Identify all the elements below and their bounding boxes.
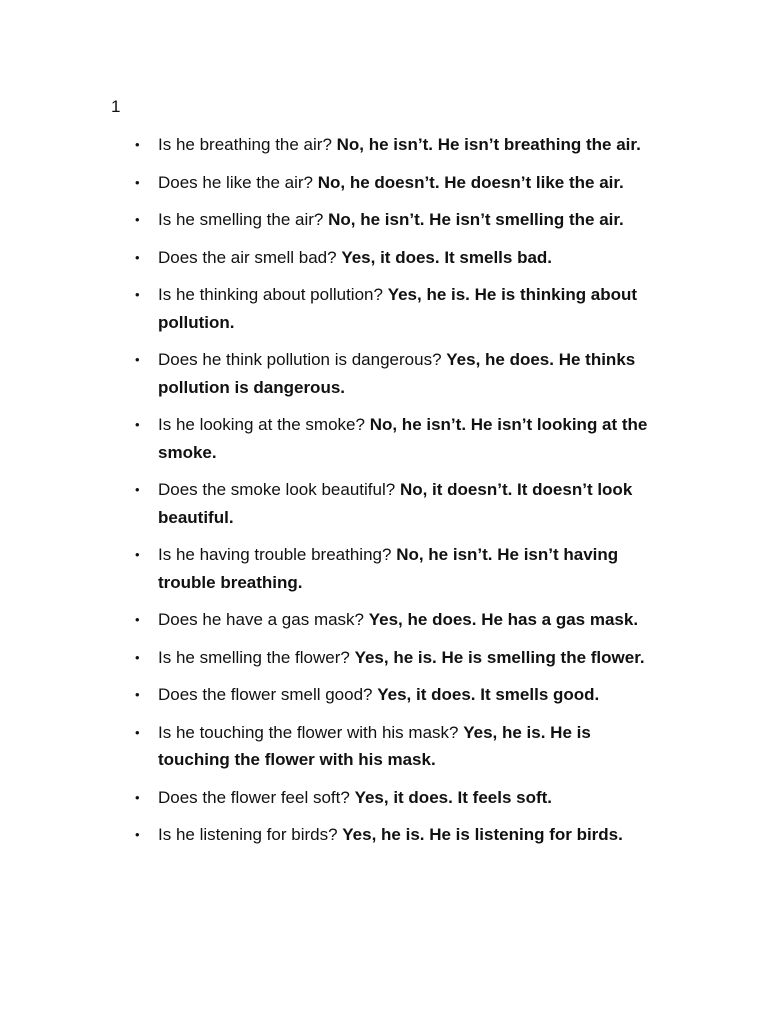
answer-text: No, he isn’t. He isn’t smelling the air. (328, 210, 624, 229)
question-text: Is he smelling the flower? (158, 647, 350, 667)
answer-text: Yes, he is. He is thinking about pollution. (158, 285, 638, 332)
answer-text: Yes, it does. It smells bad. (341, 247, 553, 267)
question-text: Does he have a gas mask? (158, 610, 365, 629)
list-item (133, 244, 653, 272)
bullet-icon: • (135, 827, 140, 842)
bullet-icon: • (135, 417, 140, 432)
answer-text: No, he doesn’t. He doesn’t like the air. (317, 172, 624, 192)
bullet-icon: • (135, 687, 140, 702)
answer-text: No, he isn’t. He isn’t having trouble breathing. (158, 545, 619, 592)
question-text: Does the smoke look beautiful? (158, 480, 396, 499)
question-text: Is he smelling the air? (158, 210, 324, 229)
list-item (133, 821, 653, 849)
answer-text: Yes, he is. He is smelling the flower. (354, 647, 645, 667)
bullet-icon: • (135, 612, 140, 627)
list-item (133, 169, 653, 197)
answer-text: No, it doesn’t. It doesn’t look beautiful. (158, 480, 633, 527)
bullet-icon: • (135, 212, 140, 227)
bullet-icon: • (135, 137, 140, 152)
page-number: 1 (111, 97, 121, 116)
list-item (133, 346, 653, 401)
list-item (133, 606, 653, 634)
question-answer-list (133, 131, 653, 859)
question-text: Does the flower feel soft? (158, 787, 350, 807)
answer-text: Yes, he does. He thinks pollution is dangerous. (158, 350, 636, 397)
answer-text: Yes, it does. It smells good. (377, 685, 600, 704)
bullet-icon: • (135, 174, 140, 190)
question-text: Is he thinking about pollution? (158, 285, 383, 304)
question-text: Is he having trouble breathing? (158, 545, 392, 564)
answer-text: No, he isn’t. He isn’t breathing the air. (336, 135, 641, 154)
list-item (133, 206, 653, 234)
answer-text: Yes, he is. He is listening for birds. (342, 825, 623, 844)
bullet-icon: • (135, 649, 140, 665)
bullet-icon: • (135, 249, 140, 265)
list-item (133, 476, 653, 531)
answer-text: Yes, it does. It feels soft. (354, 787, 553, 807)
list-item (133, 719, 653, 774)
bullet-icon: • (135, 724, 140, 740)
list-item (133, 131, 653, 159)
question-text: Is he touching the flower with his mask? (158, 722, 459, 742)
list-item (133, 281, 653, 336)
question-text: Does the air smell bad? (158, 247, 337, 267)
question-text: Is he breathing the air? (158, 135, 332, 154)
question-text: Does the flower smell good? (158, 685, 373, 704)
answer-text: Yes, he does. He has a gas mask. (368, 610, 639, 629)
bullet-icon: • (135, 547, 140, 562)
answer-text: No, he isn’t. He isn’t looking at the smoke. (158, 415, 648, 462)
question-text: Does he like the air? (158, 172, 313, 192)
question-text: Is he looking at the smoke? (158, 415, 365, 434)
question-text: Is he listening for birds? (158, 825, 338, 844)
question-text: Does he think pollution is dangerous? (158, 350, 442, 369)
bullet-icon: • (135, 482, 140, 497)
bullet-icon: • (135, 287, 140, 302)
list-item (133, 541, 653, 596)
bullet-icon: • (135, 352, 140, 367)
list-item (133, 681, 653, 709)
list-item (133, 784, 653, 812)
list-item (133, 644, 653, 672)
list-item (133, 411, 653, 466)
bullet-icon: • (135, 789, 140, 805)
answer-text: Yes, he is. He is touching the flower with his mask. (158, 722, 591, 769)
